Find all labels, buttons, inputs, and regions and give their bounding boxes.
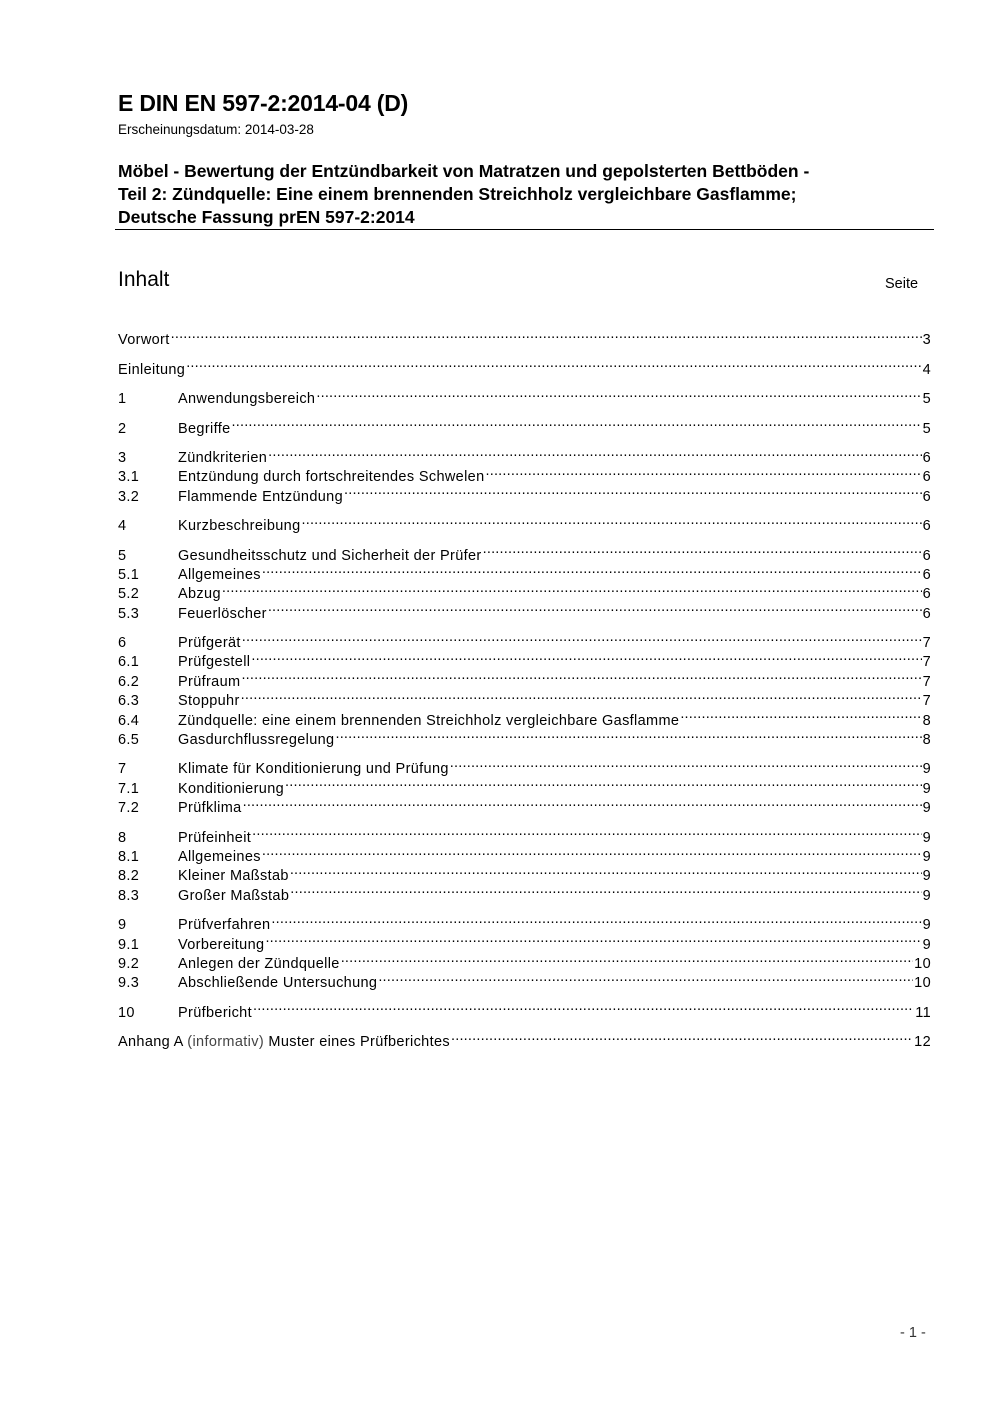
toc-dot-leader — [241, 686, 922, 705]
toc-entry-title: Kurzbeschreibung — [178, 518, 301, 535]
toc-entry-page: 10 — [914, 975, 931, 992]
toc-entry-title: Prüfgerät — [178, 635, 241, 652]
document-title — [118, 160, 933, 229]
table-of-contents — [118, 325, 931, 1051]
toc-entry-number: 8.3 — [118, 887, 140, 904]
toc-entry-page: 7 — [922, 673, 931, 690]
toc-dot-leader — [222, 579, 922, 598]
toc-entry[interactable] — [118, 540, 931, 564]
toc-entry-number: 6.5 — [118, 732, 140, 749]
page-number: - 1 - — [900, 1325, 926, 1341]
toc-entry-title: Abschließende Untersuchung — [178, 975, 378, 992]
toc-entry[interactable] — [118, 579, 931, 603]
toc-dot-leader — [253, 997, 914, 1016]
toc-entry-number: 3.2 — [118, 488, 140, 505]
toc-entry-number: 7 — [118, 761, 127, 778]
toc-entry-page: 9 — [922, 780, 931, 797]
toc-dot-leader — [252, 822, 921, 841]
toc-dot-leader — [241, 666, 921, 685]
toc-entry-number: 6 — [118, 635, 127, 652]
toc-entry-page: 7 — [922, 693, 931, 710]
toc-dot-leader — [232, 413, 922, 432]
toc-entry-page: 9 — [922, 917, 931, 934]
toc-dot-leader — [242, 628, 922, 647]
annex-label: Anhang A — [118, 1034, 183, 1051]
toc-entry[interactable] — [118, 443, 931, 466]
toc-heading: Inhalt — [118, 268, 170, 291]
toc-entry-title: Klimate für Konditionierung und Prüfung — [178, 761, 449, 778]
toc-dot-leader — [378, 968, 913, 987]
toc-dot-leader — [301, 511, 921, 530]
toc-dot-leader — [680, 705, 921, 724]
toc-dot-leader — [285, 773, 922, 792]
toc-entry[interactable] — [118, 598, 931, 622]
toc-dot-leader — [262, 560, 922, 579]
toc-entry-page: 12 — [914, 1034, 931, 1051]
toc-dot-leader — [335, 725, 921, 744]
toc-entry-title: Gasdurchflussregelung — [178, 732, 335, 749]
toc-entry-number: 8.2 — [118, 868, 140, 885]
toc-entry-title: Prüfverfahren — [178, 917, 271, 934]
toc-entry-title: Prüfbericht — [178, 1004, 252, 1021]
title-line: Deutsche Fassung prEN 597-2:2014 — [118, 207, 415, 227]
toc-entry-number: 5.3 — [118, 605, 140, 622]
toc-entry-page: 9 — [922, 761, 931, 778]
toc-entry[interactable] — [118, 325, 931, 349]
toc-dot-leader — [268, 598, 922, 617]
toc-entry-number: 2 — [118, 420, 127, 437]
toc-entry-title: Entzündung durch fortschreitendes Schwelen — [178, 469, 485, 486]
toc-entry-page: 9 — [922, 936, 931, 953]
toc-entry-page: 9 — [922, 800, 931, 817]
annex-info: (informativ) — [187, 1034, 265, 1051]
annex-title: Muster eines Prüfberichtes — [268, 1034, 450, 1051]
toc-entry-title: Allgemeines — [178, 566, 261, 583]
toc-entry-title: Zündkriterien — [178, 449, 268, 466]
publication-date: Erscheinungsdatum: 2014-03-28 — [118, 122, 314, 137]
toc-dot-leader — [265, 929, 921, 948]
toc-entry-page: 6 — [922, 586, 931, 603]
toc-entry[interactable] — [118, 822, 931, 846]
toc-entry-title: Einleitung — [118, 361, 186, 378]
toc-dot-leader — [251, 647, 921, 666]
toc-dot-leader — [483, 540, 922, 559]
toc-dot-leader — [451, 1027, 913, 1046]
toc-entry-number: 9.3 — [118, 975, 140, 992]
toc-entry-page: 6 — [922, 449, 931, 466]
toc-entry-number: 5.2 — [118, 586, 140, 603]
toc-entry-page: 6 — [922, 469, 931, 486]
toc-entry[interactable] — [118, 997, 931, 1021]
toc-entry-page: 9 — [922, 848, 931, 865]
toc-entry[interactable] — [118, 628, 931, 652]
toc-entry-page: 6 — [922, 547, 931, 564]
toc-entry-number: 1 — [118, 391, 127, 408]
toc-entry-number: 9 — [118, 917, 127, 934]
toc-entry[interactable] — [118, 754, 931, 778]
toc-entry[interactable] — [118, 354, 931, 378]
toc-entry[interactable] — [118, 705, 931, 729]
toc-entry-number: 9.2 — [118, 955, 140, 972]
toc-dot-leader — [271, 910, 921, 929]
toc-entry[interactable] — [118, 686, 931, 710]
toc-entry-page: 11 — [915, 1004, 931, 1021]
toc-entry-number: 8 — [118, 829, 127, 846]
toc-entry-title: Begriffe — [178, 420, 231, 437]
toc-dot-leader — [344, 481, 922, 500]
toc-entry-page: 7 — [922, 654, 931, 671]
toc-entry-title: Kleiner Maßstab — [178, 868, 289, 885]
toc-entry-number: 9.1 — [118, 936, 140, 953]
toc-entry[interactable] — [118, 910, 931, 934]
toc-entry[interactable] — [118, 384, 931, 408]
toc-entry-title: Flammende Entzündung — [178, 488, 343, 505]
toc-entry-number: 7.1 — [118, 780, 140, 797]
toc-dot-leader — [186, 354, 921, 373]
title-divider — [115, 229, 934, 230]
toc-dot-leader — [486, 462, 922, 481]
toc-dot-leader — [341, 949, 913, 968]
toc-entry-page: 7 — [922, 635, 931, 652]
toc-dot-leader — [262, 842, 922, 861]
toc-entry-number: 5 — [118, 547, 127, 564]
toc-entry-page: 6 — [922, 488, 931, 505]
toc-entry-page: 5 — [922, 420, 931, 437]
toc-entry-number: 10 — [118, 1004, 135, 1021]
toc-entry-page: 10 — [914, 955, 931, 972]
toc-entry-page: 6 — [922, 605, 931, 622]
toc-entry-title: Allgemeines — [178, 848, 261, 865]
toc-entry-number: 8.1 — [118, 848, 140, 865]
toc-entry-title: Anwendungsbereich — [178, 391, 316, 408]
title-line: Teil 2: Zündquelle: Eine einem brennenden Streichholz vergleichbare Gasflamme; — [118, 184, 797, 204]
toc-entry-title: Prüfeinheit — [178, 829, 252, 846]
page-column-label: Seite — [885, 276, 919, 292]
toc-entry-number: 5.1 — [118, 566, 140, 583]
toc-entry-page: 9 — [922, 887, 931, 904]
toc-entry-title: Großer Maßstab — [178, 887, 290, 904]
toc-entry-annex[interactable] — [118, 1027, 931, 1051]
document-id: E DIN EN 597-2:2014-04 (D) — [118, 90, 409, 116]
toc-entry-page: 6 — [922, 518, 931, 535]
toc-dot-leader — [268, 443, 921, 462]
toc-entry-title: Stoppuhr — [178, 693, 240, 710]
toc-entry-title: Prüfraum — [178, 673, 241, 690]
toc-entry-page: 8 — [922, 712, 931, 729]
title-line: Möbel - Bewertung der Entzündbarkeit von Matratzen und gepolsterten Bettböden - — [118, 161, 810, 181]
toc-entry-page: 3 — [922, 332, 931, 349]
toc-entry-page: 9 — [922, 868, 931, 885]
toc-dot-leader — [243, 793, 922, 812]
toc-entry-number: 6.2 — [118, 673, 140, 690]
toc-entry-title: Prüfgestell — [178, 654, 251, 671]
toc-dot-leader — [290, 861, 922, 880]
toc-entry-title: Feuerlöscher — [178, 605, 267, 622]
toc-entry[interactable] — [118, 413, 931, 437]
toc-entry-title: Abzug — [178, 586, 221, 603]
toc-entry-title: Vorbereitung — [178, 936, 265, 953]
toc-entry-title: Prüfklima — [178, 800, 242, 817]
toc-entry-title: Konditionierung — [178, 780, 285, 797]
toc-entry-number: 3 — [118, 449, 127, 466]
toc-entry-number: 7.2 — [118, 800, 140, 817]
toc-entry-title: Gesundheitsschutz und Sicherheit der Prüfer — [178, 547, 482, 564]
toc-entry-page: 5 — [922, 391, 931, 408]
toc-entry[interactable] — [118, 511, 931, 535]
toc-entry-number: 6.3 — [118, 693, 140, 710]
toc-entry-page: 8 — [922, 732, 931, 749]
toc-annex-title-group — [118, 1033, 450, 1052]
toc-entry-title: Zündquelle: eine einem brennenden Streichholz vergleichbare Gasflamme — [178, 712, 680, 729]
toc-entry-title: Anlegen der Zündquelle — [178, 955, 340, 972]
toc-entry-title: Vorwort — [118, 332, 170, 349]
toc-entry-number: 6.4 — [118, 712, 140, 729]
toc-entry-page: 4 — [922, 361, 931, 378]
toc-entry-page: 6 — [922, 566, 931, 583]
toc-entry-number: 4 — [118, 518, 127, 535]
toc-dot-leader — [171, 325, 922, 344]
toc-dot-leader — [316, 384, 921, 403]
toc-dot-leader — [450, 754, 922, 773]
toc-entry-number: 3.1 — [118, 469, 140, 486]
toc-dot-leader — [290, 880, 921, 899]
toc-entry-page: 9 — [922, 829, 931, 846]
toc-entry-number: 6.1 — [118, 654, 140, 671]
